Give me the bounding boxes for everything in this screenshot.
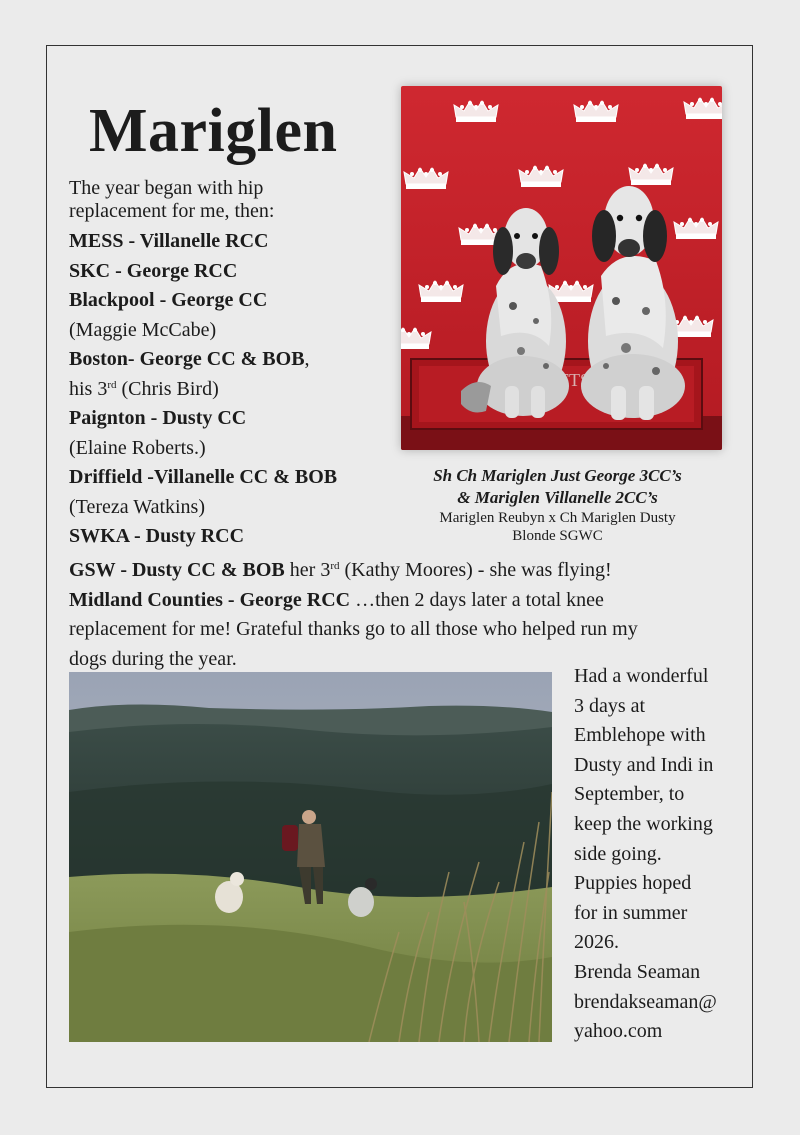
author-email: yahoo.com — [574, 1020, 663, 1043]
sidebar-line: 2026. — [574, 931, 619, 954]
result-bold: SKC - George RCC — [69, 259, 238, 282]
author-email: brendakseaman@ — [574, 990, 717, 1013]
sidebar-line: Had a wonderful — [574, 665, 709, 687]
caption-line: & Mariglen Villanelle 2CC’s — [457, 488, 658, 507]
result-bold: Paignton - Dusty CC — [69, 407, 247, 429]
dogs-photo-illustration — [401, 86, 722, 450]
caption-line: Blonde SGWC — [512, 528, 603, 544]
page-title: Mariglen — [89, 97, 338, 165]
result-bold: MESS - Villanelle RCC — [69, 230, 269, 252]
caption-line: Sh Ch Mariglen Just George 3CC’s — [433, 466, 682, 485]
sidebar-line: for in summer — [574, 901, 688, 924]
result-text: her 3 — [284, 559, 331, 581]
result-bold: Boston- George CC & BOB — [69, 348, 305, 370]
show-results-list — [69, 177, 409, 552]
moorland-photo-illustration — [69, 672, 552, 1042]
intro-line: The year began with hip — [69, 177, 264, 199]
results-continued — [69, 556, 749, 674]
photo-caption — [405, 465, 710, 545]
result-bold: GSW - Dusty CC & BOB — [69, 559, 285, 581]
result-line — [69, 286, 409, 316]
judge-line — [69, 375, 409, 405]
result-text: …then 2 days later a total knee — [350, 588, 604, 611]
result-line — [69, 522, 409, 552]
result-bold: Blackpool - George CC — [69, 289, 268, 311]
dogs-photo — [401, 86, 722, 450]
intro-text — [69, 177, 409, 223]
sidebar-line: Puppies hoped — [574, 872, 692, 895]
intro-line: replacement for me, then: — [69, 200, 275, 222]
judge-line: (Tereza Watkins) — [69, 495, 205, 518]
body-line: replacement for me! Grateful thanks go to all those who helped run my — [69, 618, 638, 640]
sidebar-line: Dusty and Indi in — [574, 753, 714, 776]
result-line — [69, 556, 749, 586]
result-line — [69, 586, 749, 616]
judge-line: (Maggie McCabe) — [69, 318, 217, 341]
judge-line: (Elaine Roberts.) — [69, 436, 206, 459]
sidebar-line: keep the working — [574, 812, 713, 835]
result-line — [69, 227, 409, 257]
moorland-photo — [69, 672, 552, 1042]
sidebar-line: Emblehope with — [574, 724, 706, 747]
judge-text: (Chris Bird) — [116, 377, 219, 400]
judge-text: his 3 — [69, 377, 108, 400]
result-line — [69, 345, 409, 375]
result-bold: Driffield -Villanelle CC & BOB — [69, 466, 338, 488]
result-bold: Midland Counties - George RCC — [69, 588, 351, 611]
result-line — [69, 463, 409, 493]
sidebar-line: 3 days at — [574, 694, 646, 717]
ordinal-sup: rd — [107, 378, 117, 391]
result-text: (Kathy Moores) - she was flying! — [339, 559, 612, 581]
sidebar-line: September, to — [574, 783, 685, 806]
author-name: Brenda Seaman — [574, 960, 701, 983]
result-line — [69, 257, 409, 287]
result-bold: SWKA - Dusty RCC — [69, 525, 245, 547]
body-line: dogs during the year. — [69, 647, 237, 670]
result-punct: , — [304, 348, 310, 370]
caption-line: Mariglen Reubyn x Ch Mariglen Dusty — [439, 510, 676, 526]
sidebar-text — [574, 662, 744, 1047]
sidebar-line: side going. — [574, 842, 662, 865]
ordinal-sup: rd — [330, 560, 340, 572]
result-line — [69, 404, 409, 434]
